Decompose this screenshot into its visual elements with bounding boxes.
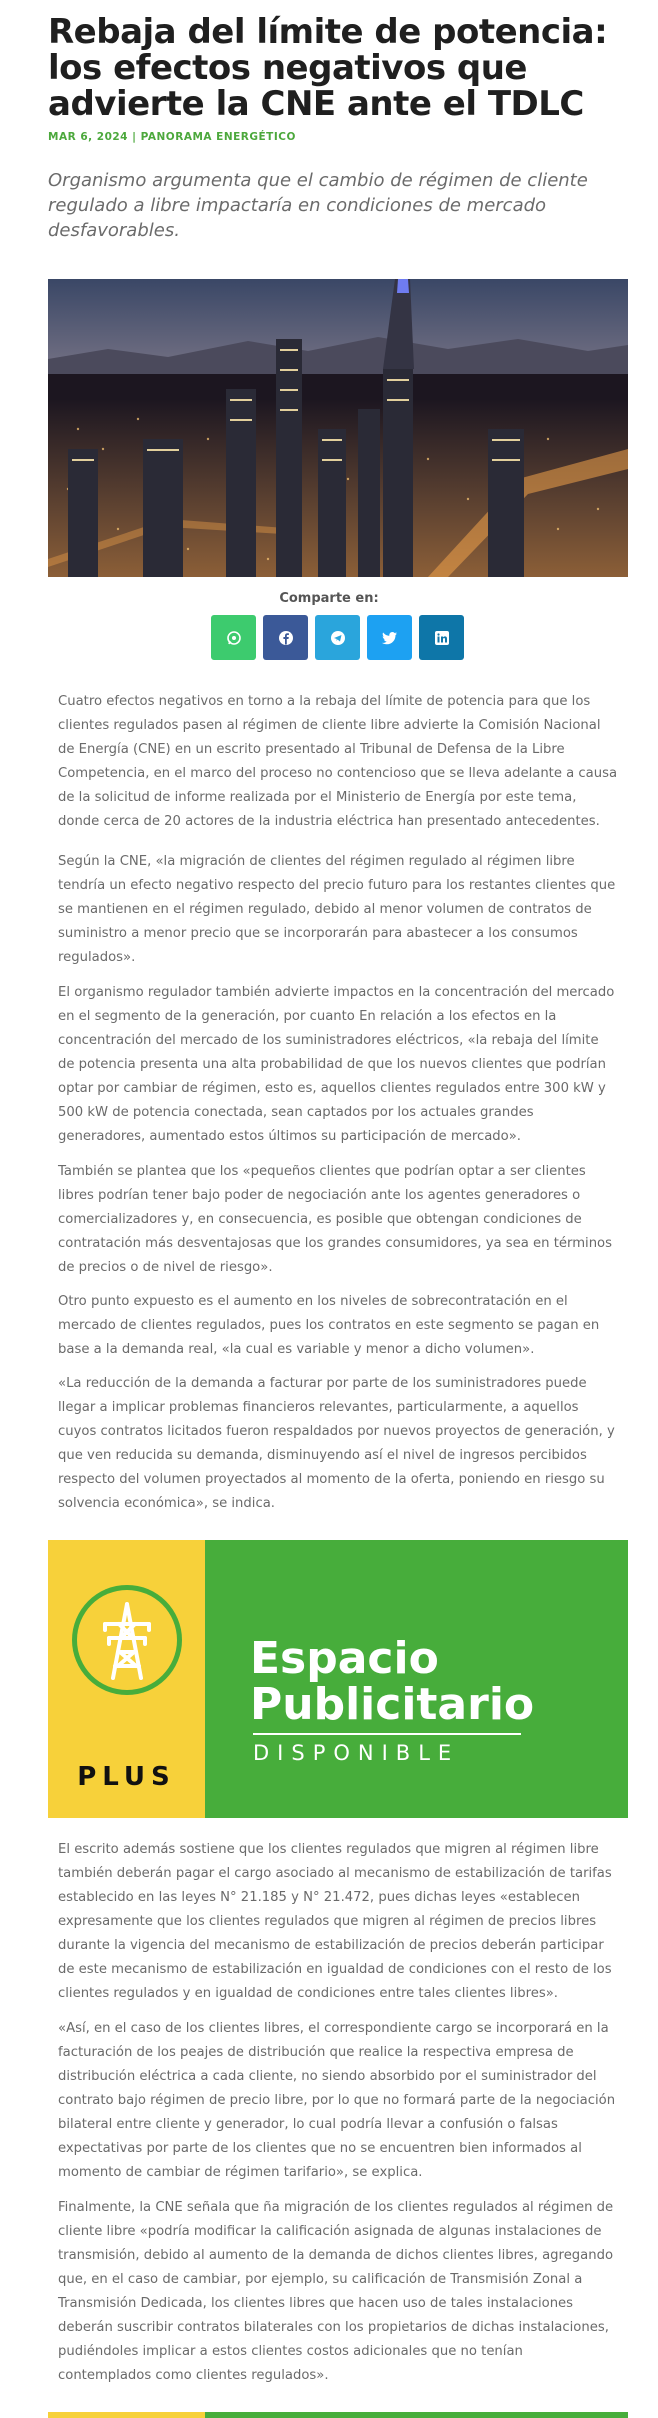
article-category-link[interactable]: PANORAMA ENERGÉTICO xyxy=(140,131,296,143)
article-paragraph: Finalmente, la CNE señala que ña migración de los clientes regulados al régimen de cliente libre «podría modificar la calificación asignada de algunas instalaciones de transmisión, debido al aumento de la demanda de dichos clientes libres, agregando que, en el caso de cambiar, por ejemplo, su calificación de Transmisión Zonal a Transmisión Dedicada, los clientes libres que hacen uso de tales instalaciones deberán suscribir contratos bilaterales con los propietarios de dichas instalaciones, pudiéndoles implicar a estos clientes costos adicionales que no tenían contemplados como clientes regulados». xyxy=(58,2200,614,2383)
ad-brand-name: PLUS xyxy=(77,1762,176,1792)
city-night-illustration xyxy=(48,279,628,577)
share-label: Comparte en: xyxy=(279,591,379,606)
linkedin-icon xyxy=(434,630,450,646)
whatsapp-share-button[interactable] xyxy=(211,615,256,660)
next-ad-banner-brand-edge xyxy=(48,2412,205,2418)
hero-image xyxy=(48,279,628,577)
telegram-icon xyxy=(330,630,346,646)
article-paragraph: El escrito además sostiene que los clientes regulados que migren al régimen libre también deberán pagar el cargo asociado al mecanismo de estabilización de tarifas establecido en las leyes N° 21.185 y N° 21.472, pues dichas leyes «establecen expresamente que los clientes regulados que migren al régimen de precios libres durante la vigencia del mecanismo de estabilización de precios deberán participar de este mecanismo de estabilización en igualdad de condiciones con el resto de los clientes regulados y en igualdad de condiciones entre tales clientes libres». xyxy=(58,1842,612,2001)
power-tower-icon xyxy=(69,1582,185,1698)
meta-separator: | xyxy=(128,131,141,143)
share-buttons xyxy=(211,615,464,660)
twitter-share-button[interactable] xyxy=(367,615,412,660)
telegram-share-button[interactable] xyxy=(315,615,360,660)
ad-line-2: Publicitario xyxy=(250,1679,535,1730)
facebook-icon xyxy=(278,630,294,646)
twitter-icon xyxy=(382,630,398,646)
next-ad-banner-message-edge xyxy=(205,2412,628,2418)
article-paragraph: El organismo regulador también advierte impactos en la concentración del mercado en el segmento de la generación, por cuanto En relación a los efectos en la concentración del mercado de los suministradores eléctricos, «la rebaja del límite de potencia presenta una alta probabilidad de que los nuevos clientes que podrían optar por cambiar de régimen, esto es, aquellos clientes regulados entre 300 kW y 500 kW de potencia conectada, sean captados por los actuales grandes generadores, aumentado estos últimos su participación de mercado». xyxy=(58,985,615,1144)
article-title: Rebaja del límite de potencia: los efectos negativos que advierte la CNE ante el TDLC xyxy=(48,12,608,124)
article-date: MAR 6, 2024 xyxy=(48,131,128,143)
article-paragraph: También se plantea que los «pequeños clientes que podrían optar a ser clientes libres podrían tener bajo poder de negociación ante los agentes generadores o comercializadores y, en consecuencia, es posible que obtengan condiciones de contratación más desventajosas que los grandes consumidores, ya sea en términos de precios o de nivel de riesgo». xyxy=(58,1164,612,1275)
linkedin-share-button[interactable] xyxy=(419,615,464,660)
ad-divider xyxy=(253,1733,521,1735)
ad-line-1: Espacio xyxy=(250,1633,439,1684)
article-paragraph: Cuatro efectos negativos en torno a la rebaja del límite de potencia para que los clientes regulados pasen al régimen de cliente libre advierte la Comisión Nacional de Energía (CNE) en un escrito presentado al Tribunal de Defensa de la Libre Competencia, en el marco del proceso no contencioso que se lleva adelante a causa de la solicitud de informe realizada por el Ministerio de Energía por este tema, donde cerca de 20 actores de la industria eléctrica han presentado antecedentes. xyxy=(58,694,618,829)
article-paragraph: «La reducción de la demanda a facturar por parte de los suministradores puede llegar a implicar problemas financieros relevantes, particularmente, a aquellos cuyos contratos licitados fueron respaldados por nuevos proyectos de generación, y que ven reducida su demanda, disminuyendo así el nivel de ingresos percibidos respecto del volumen proyectados al momento de la oferta, poniendo en riesgo su solvencia económica», se indica. xyxy=(58,1376,615,1511)
article-paragraph: Según la CNE, «la migración de clientes del régimen regulado al régimen libre tendría un efecto negativo respecto del precio futuro para los restantes clientes que se mantienen en el régimen regulado, debido al menor volumen de contratos de suministro a menor precio que se incorporarán para abastecer a los consumos regulados». xyxy=(58,854,616,965)
facebook-share-button[interactable] xyxy=(263,615,308,660)
whatsapp-icon xyxy=(226,630,242,646)
article-lead: Organismo argumenta que el cambio de régimen de cliente regulado a libre impactaría en condiciones de mercado desfavorables. xyxy=(48,170,588,241)
article-paragraph: «Así, en el caso de los clientes libres, el correspondiente cargo se incorporará en la facturación de los peajes de distribución que realice la respectiva empresa de distribución eléctrica a cada cliente, no siendo absorbido por el suministrador del contrato bajo régimen de precio libre, por lo que no formará parte de la negociación bilateral entre cliente y generador, lo cual podría llevar a confusión o falsas expectativas por parte de los clientes que no se encuentren bien informados al momento de cambiar de régimen tarifario», se explica. xyxy=(58,2021,616,2180)
article-paragraph: Otro punto expuesto es el aumento en los niveles de sobrecontratación en el mercado de clientes regulados, pues los contratos en este segmento se pagan en base a la demanda real, «la cual es variable y menor a dicho volumen». xyxy=(58,1294,600,1357)
ad-line-3: DISPONIBLE xyxy=(253,1741,460,1765)
article-meta xyxy=(48,131,296,143)
ad-banner[interactable] xyxy=(48,1540,628,1818)
